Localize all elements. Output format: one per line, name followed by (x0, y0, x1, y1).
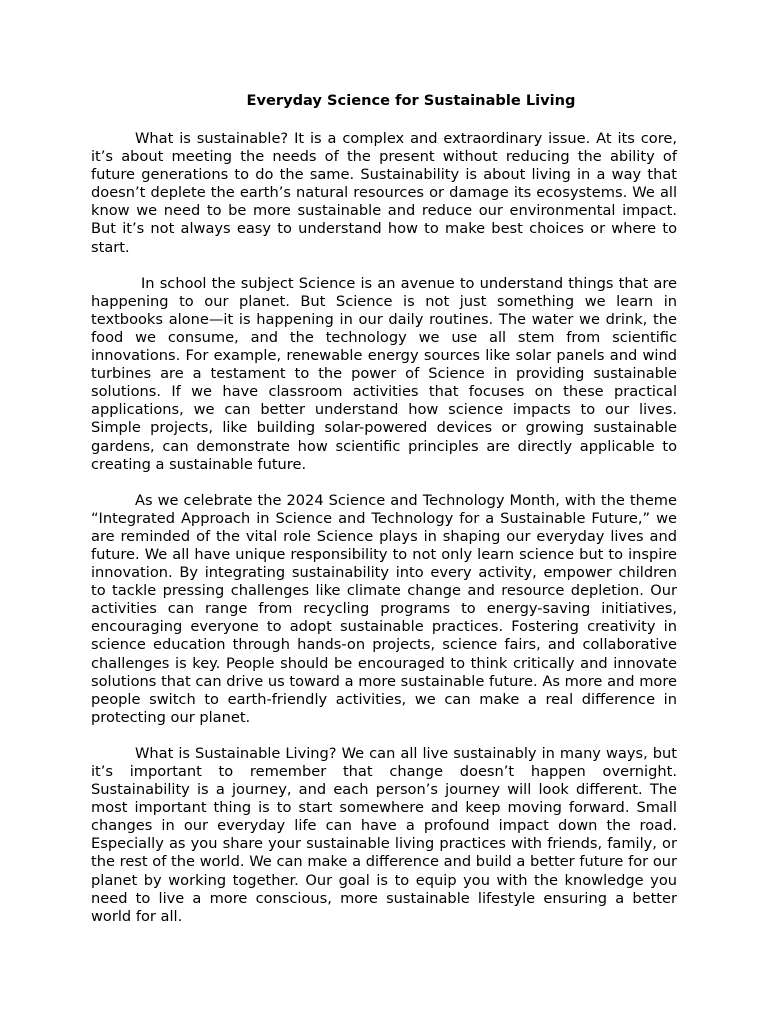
paragraph-science-month: As we celebrate the 2024 Science and Technology Month, with the theme “Integrated Approach in Science and Technology for a Sustainable Future,” we are reminded of the vital role Science plays in shaping our everyday lives and future. We all have unique responsibility to not only learn science but to inspire innovation. By integrating sustainability into every activity, empower children to tackle pressing challenges like climate change and resource depletion. Our activities can range from recycling programs to energy-saving initiatives, encouraging everyone to adopt sustainable practices. Fostering creativity in science education through hands-on projects, science fairs, and collaborative challenges is key. People should be encouraged to think critically and innovate solutions that can drive us toward a more sustainable future. As more and more people switch to earth-friendly activities, we can make a real difference in protecting our planet. (91, 491, 677, 726)
paragraph-sustainable-living: What is Sustainable Living? We can all live sustainably in many ways, but it’s important to remember that change doesn’t happen overnight. Sustainability is a journey, and each person’s journey will look different. The most important thing is to start somewhere and keep moving forward. Small changes in our everyday life can have a profound impact down the road. Especially as you share your sustainable living practices with friends, family, or the rest of the world. We can make a difference and build a better future for our planet by working together. Our goal is to equip you with the knowledge you need to live a more conscious, more sustainable lifestyle ensuring a better world for all. (91, 744, 677, 925)
document-page (91, 92, 677, 944)
document-title: Everyday Science for Sustainable Living (246, 92, 576, 109)
paragraph-intro: What is sustainable? It is a complex and extraordinary issue. At its core, it’s about meeting the needs of the present without reducing the ability of future generations to do the same. Sustainability is about living in a way that doesn’t deplete the earth’s natural resources or damage its ecosystems. We all know we need to be more sustainable and reduce our environmental impact. But it’s not always easy to understand how to make best choices or where to start. (91, 130, 677, 256)
paragraph-science-in-school: In school the subject Science is an avenue to understand things that are happening to our planet. But Science is not just something we learn in textbooks alone—it is happening in our daily routines. The water we drink, the food we consume, and the technology we use all stem from scientific innovations. For example, renewable energy sources like solar panels and wind turbines are a testament to the power of Science in providing sustainable solutions. If we have classroom activities that focuses on these practical applications, we can better understand how science impacts to our lives. Simple projects, like building solar-powered devices or growing sustainable gardens, can demonstrate how scientific principles are directly applicable to creating a sustainable future. (91, 274, 677, 473)
